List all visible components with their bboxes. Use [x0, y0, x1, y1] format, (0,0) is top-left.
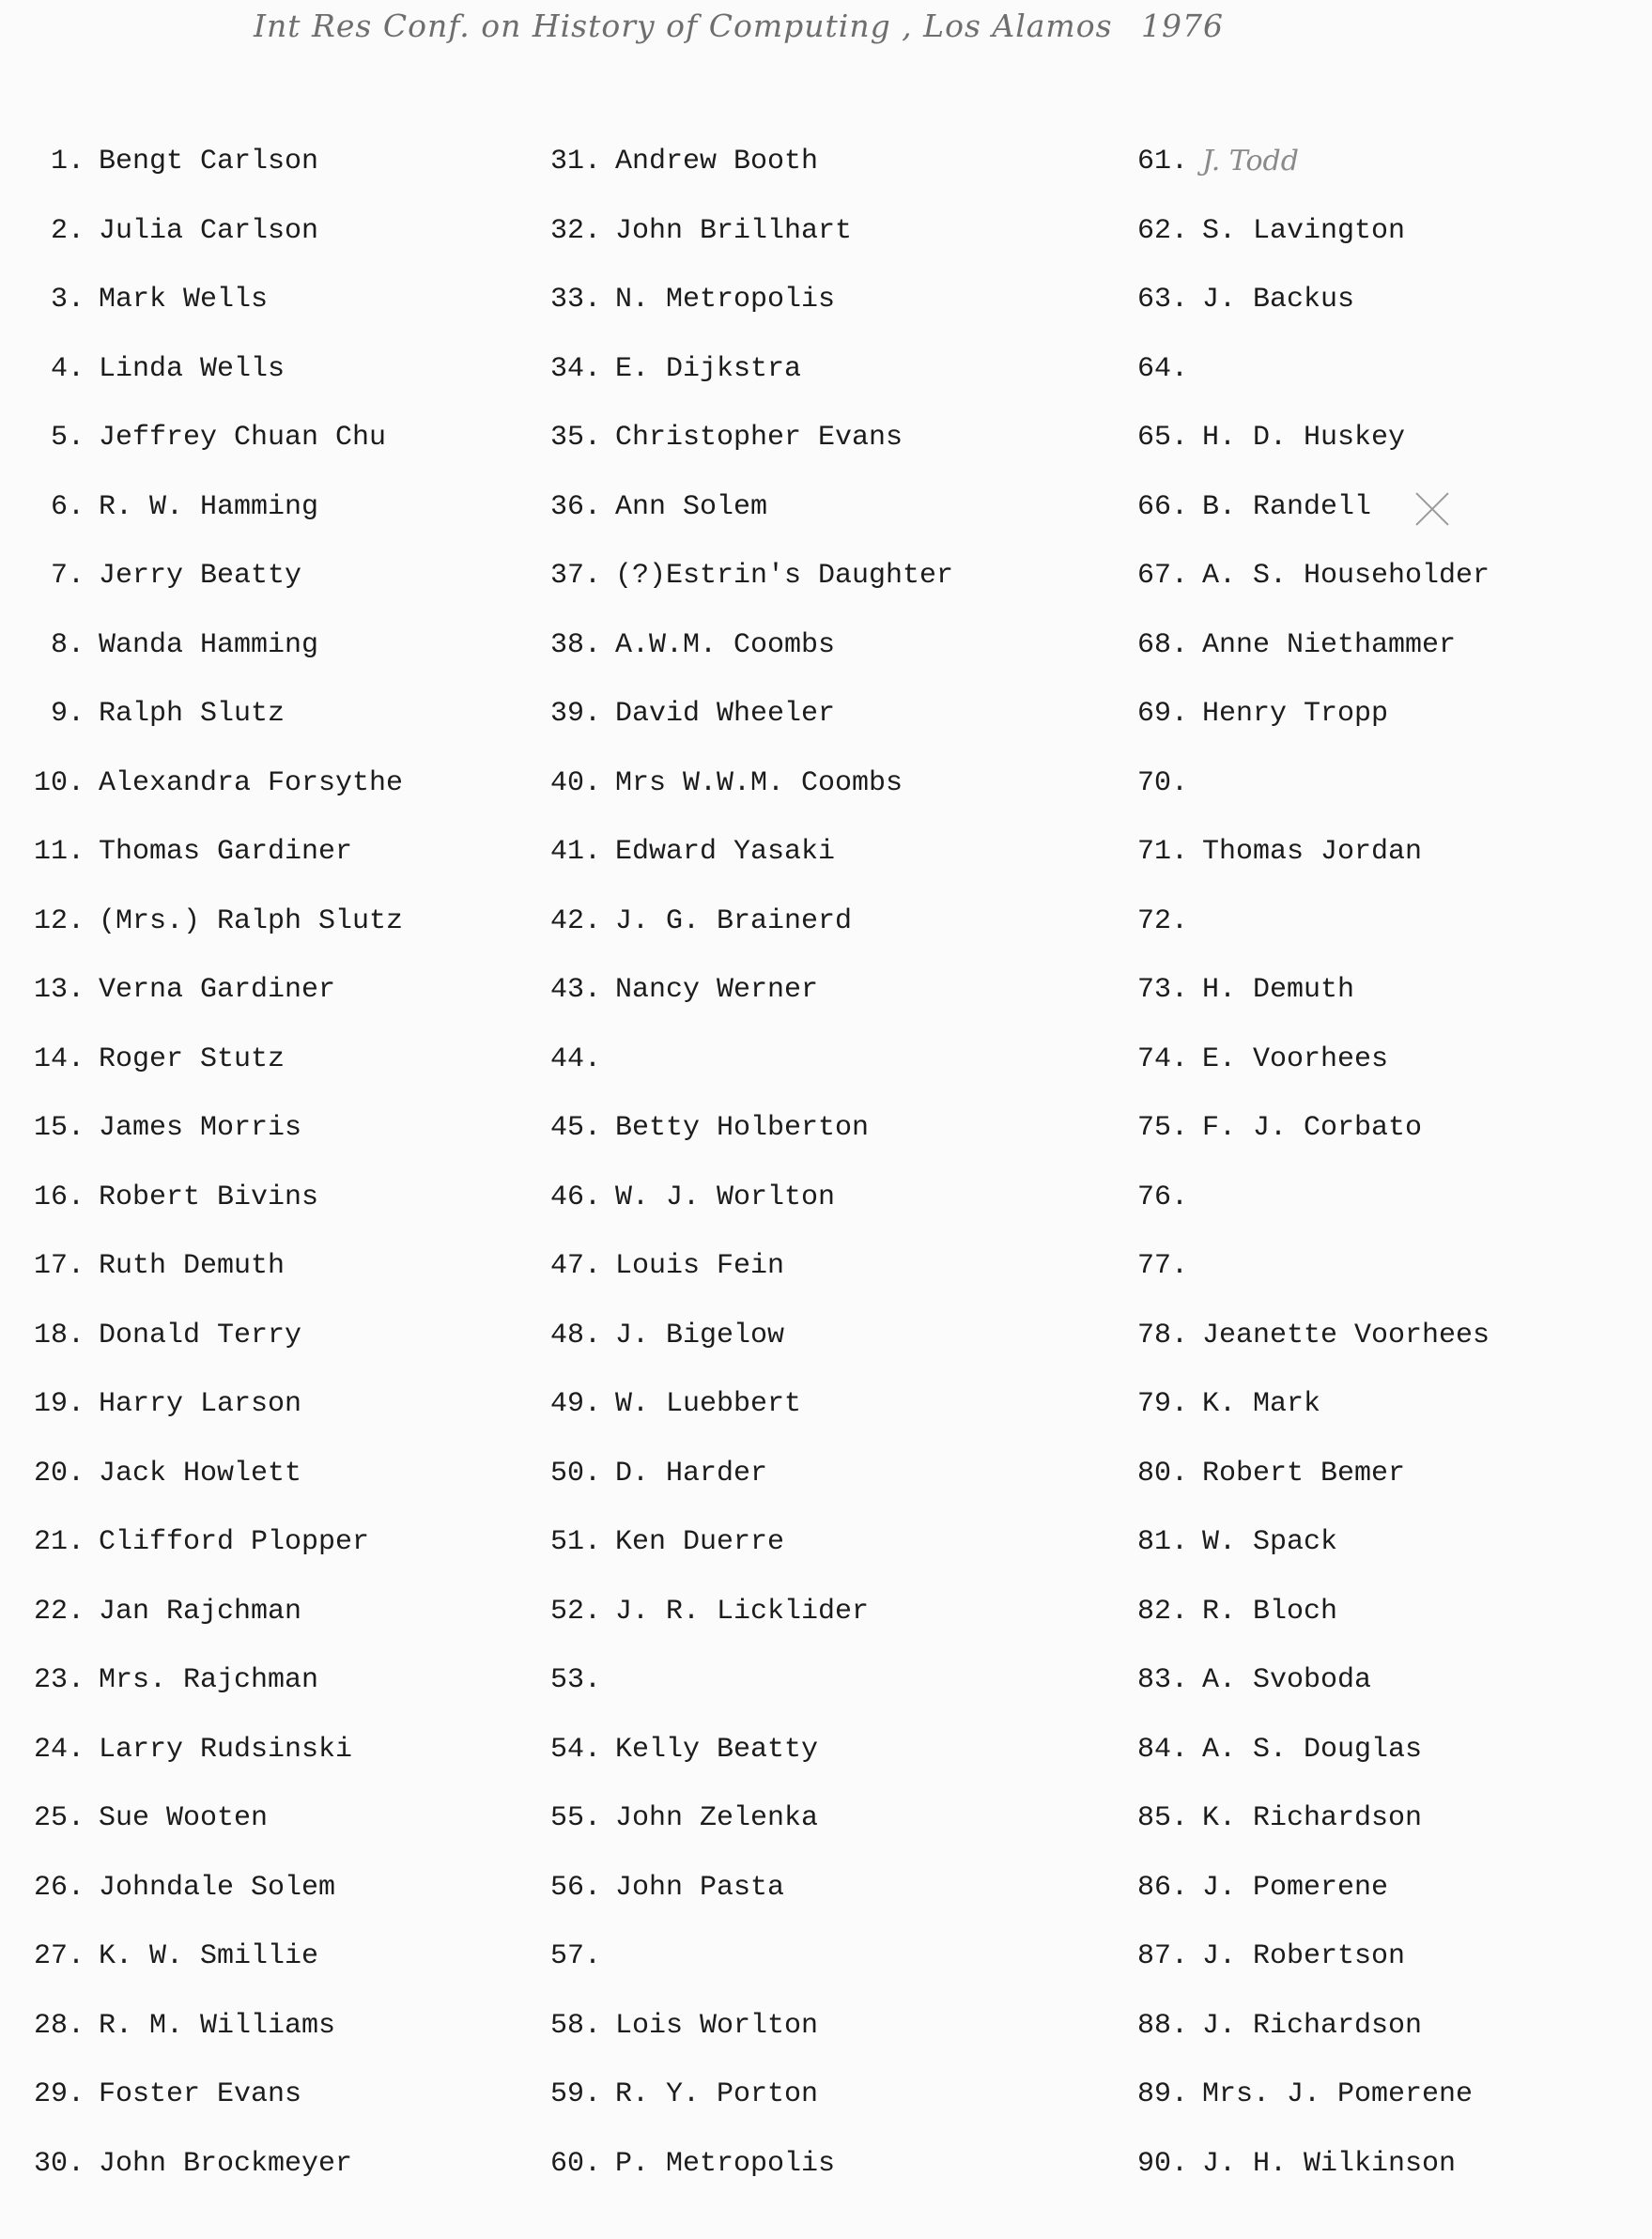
- entry-name: J. Bigelow: [615, 1319, 785, 1351]
- list-item: [526, 1455, 1089, 1524]
- entry-number: 84.: [1136, 1733, 1188, 1766]
- entry-number: 77.: [1136, 1250, 1188, 1282]
- list-item: [9, 833, 498, 903]
- entry-number: 53.: [549, 1664, 601, 1696]
- entry-number: 65.: [1136, 422, 1188, 454]
- entry-name: K. Richardson: [1202, 1802, 1423, 1834]
- entry-number: 73.: [1136, 974, 1188, 1006]
- entry-name: Louis Fein: [615, 1250, 785, 1282]
- list-item: [526, 2076, 1089, 2145]
- entry-number: 47.: [549, 1250, 601, 1282]
- entry-name: E. Voorhees: [1202, 1042, 1389, 1075]
- entry-number: 56.: [549, 1871, 601, 1904]
- entry-number: 15.: [33, 1112, 85, 1144]
- entry-name: Nancy Werner: [615, 974, 819, 1006]
- entry-name: J. Todd: [1202, 145, 1299, 178]
- entry-number: 4.: [50, 352, 85, 385]
- entry-name: John Pasta: [615, 1871, 785, 1904]
- list-item: [1113, 212, 1639, 282]
- entry-number: 81.: [1136, 1526, 1188, 1558]
- entry-name: Mrs. Rajchman: [99, 1664, 319, 1696]
- entry-name: Johndale Solem: [99, 1871, 336, 1904]
- entry-number: 83.: [1136, 1664, 1188, 1696]
- entry-name: Donald Terry: [99, 1319, 302, 1351]
- entry-name: John Zelenka: [615, 1802, 819, 1834]
- entry-name: Ruth Demuth: [99, 1250, 286, 1282]
- entry-name: John Brockmeyer: [99, 2147, 353, 2180]
- entry-name: Robert Bivins: [99, 1181, 319, 1213]
- list-item: [1113, 626, 1639, 696]
- entry-name: W. Luebbert: [615, 1388, 802, 1420]
- entry-number: 6.: [50, 490, 85, 523]
- entry-name: Alexandra Forsythe: [99, 766, 404, 799]
- entry-number: 80.: [1136, 1457, 1188, 1490]
- entry-number: 19.: [33, 1388, 85, 1420]
- entry-number: 50.: [549, 1457, 601, 1490]
- list-item: [526, 1661, 1089, 1731]
- entry-number: 78.: [1136, 1319, 1188, 1351]
- list-item: [526, 1799, 1089, 1869]
- entry-name: A. S. Householder: [1202, 560, 1490, 592]
- entry-number: 85.: [1136, 1802, 1188, 1834]
- list-item: [9, 1523, 498, 1593]
- list-item: [1113, 557, 1639, 626]
- entry-number: 82.: [1136, 1595, 1188, 1628]
- heading-text: Int Res Conf. on History of Computing , Los Alamos: [254, 8, 1113, 44]
- entry-name: F. J. Corbato: [1202, 1112, 1423, 1144]
- entry-number: 41.: [549, 836, 601, 868]
- list-item: [1113, 1938, 1639, 2007]
- entry-name: Linda Wells: [99, 352, 286, 385]
- entry-name: James Morris: [99, 1112, 302, 1144]
- list-item: [526, 1041, 1089, 1110]
- entry-name: J. Backus: [1202, 284, 1355, 316]
- list-item: [1113, 1661, 1639, 1731]
- entry-name: J. Robertson: [1202, 1940, 1406, 1972]
- list-item: [9, 695, 498, 764]
- entry-name: J. H. Wilkinson: [1202, 2147, 1457, 2180]
- entry-number: 1.: [50, 146, 85, 178]
- entry-number: 90.: [1136, 2147, 1188, 2180]
- entry-name: Jan Rajchman: [99, 1595, 302, 1628]
- list-item: [526, 695, 1089, 764]
- list-item: [1113, 419, 1639, 488]
- entry-name: John Brillhart: [615, 214, 853, 247]
- list-item: [9, 1593, 498, 1662]
- list-item: [9, 1938, 498, 2007]
- entry-number: 49.: [549, 1388, 601, 1420]
- entry-name: D. Harder: [615, 1457, 768, 1490]
- list-item: [526, 281, 1089, 350]
- entry-number: 35.: [549, 422, 601, 454]
- entry-number: 44.: [549, 1042, 601, 1075]
- list-item: [9, 1385, 498, 1455]
- entry-name: Ken Duerre: [615, 1526, 785, 1558]
- entry-name: Sue Wooten: [99, 1802, 269, 1834]
- list-item: [1113, 1869, 1639, 1938]
- entry-name: R. M. Williams: [99, 2009, 336, 2042]
- entry-name: Larry Rudsinski: [99, 1733, 353, 1766]
- entry-number: 51.: [549, 1526, 601, 1558]
- list-item: [9, 2076, 498, 2145]
- list-item: [9, 1109, 498, 1179]
- entry-number: 25.: [33, 1802, 85, 1834]
- entry-number: 29.: [33, 2078, 85, 2110]
- name-column-2: [526, 143, 1089, 2214]
- entry-number: 43.: [549, 974, 601, 1006]
- list-item: [526, 2007, 1089, 2077]
- list-item: [1113, 1523, 1639, 1593]
- entry-number: 76.: [1136, 1181, 1188, 1213]
- list-item: [9, 350, 498, 420]
- entry-number: 39.: [549, 698, 601, 730]
- entry-name: Mrs. J. Pomerene: [1202, 2078, 1474, 2110]
- entry-number: 40.: [549, 766, 601, 799]
- list-item: [526, 143, 1089, 212]
- entry-number: 52.: [549, 1595, 601, 1628]
- entry-name: N. Metropolis: [615, 284, 836, 316]
- list-item: [9, 626, 498, 696]
- entry-name: Julia Carlson: [99, 214, 319, 247]
- entry-number: 34.: [549, 352, 601, 385]
- list-item: [9, 1869, 498, 1938]
- entry-number: 27.: [33, 1940, 85, 1972]
- entry-name: H. Demuth: [1202, 974, 1355, 1006]
- list-item: [1113, 2076, 1639, 2145]
- entry-number: 60.: [549, 2147, 601, 2180]
- entry-number: 22.: [33, 1595, 85, 1628]
- entry-name: E. Dijkstra: [615, 352, 802, 385]
- list-item: [9, 1247, 498, 1317]
- list-item: [526, 971, 1089, 1041]
- entry-name: Jeanette Voorhees: [1202, 1319, 1490, 1351]
- entry-name: Mark Wells: [99, 284, 269, 316]
- entry-number: 26.: [33, 1871, 85, 1904]
- entry-name: Foster Evans: [99, 2078, 302, 2110]
- entry-number: 67.: [1136, 560, 1188, 592]
- entry-number: 79.: [1136, 1388, 1188, 1420]
- list-item: [1113, 833, 1639, 903]
- list-item: [9, 2145, 498, 2215]
- list-item: [526, 1317, 1089, 1386]
- entry-number: 62.: [1136, 214, 1188, 247]
- entry-number: 70.: [1136, 766, 1188, 799]
- entry-number: 28.: [33, 2009, 85, 2042]
- entry-number: 14.: [33, 1042, 85, 1075]
- entry-name: R. Y. Porton: [615, 2078, 819, 2110]
- entry-name: Harry Larson: [99, 1388, 302, 1420]
- entry-name: Jack Howlett: [99, 1457, 302, 1490]
- entry-name: J. G. Brainerd: [615, 904, 853, 937]
- entry-number: 3.: [50, 284, 85, 316]
- list-item: [9, 143, 498, 212]
- list-item: [1113, 695, 1639, 764]
- entry-number: 75.: [1136, 1112, 1188, 1144]
- list-item: [526, 212, 1089, 282]
- entry-number: 58.: [549, 2009, 601, 2042]
- entry-number: 63.: [1136, 284, 1188, 316]
- name-column-1: [9, 143, 498, 2214]
- entry-number: 59.: [549, 2078, 601, 2110]
- entry-number: 31.: [549, 146, 601, 178]
- list-item: [9, 281, 498, 350]
- entry-number: 72.: [1136, 904, 1188, 937]
- list-item: [9, 1731, 498, 1800]
- entry-number: 33.: [549, 284, 601, 316]
- entry-number: 38.: [549, 628, 601, 661]
- list-item: [526, 764, 1089, 834]
- entry-name: K. W. Smillie: [99, 1940, 319, 1972]
- entry-name: J. R. Licklider: [615, 1595, 870, 1628]
- entry-number: 37.: [549, 560, 601, 592]
- list-item: [1113, 1731, 1639, 1800]
- list-item: [1113, 281, 1639, 350]
- entry-name: Kelly Beatty: [615, 1733, 819, 1766]
- entry-number: 61.: [1136, 146, 1188, 178]
- list-item: [1113, 1455, 1639, 1524]
- entry-number: 71.: [1136, 836, 1188, 868]
- entry-name: Ann Solem: [615, 490, 768, 523]
- entry-name: R. Bloch: [1202, 1595, 1338, 1628]
- entry-name: (?)Estrin's Daughter: [615, 560, 954, 592]
- list-item: [1113, 350, 1639, 420]
- entry-name: S. Lavington: [1202, 214, 1406, 247]
- entry-name: J. Pomerene: [1202, 1871, 1389, 1904]
- entry-name: Mrs W.W.M. Coombs: [615, 766, 903, 799]
- list-item: [1113, 1041, 1639, 1110]
- list-item: [526, 1731, 1089, 1800]
- list-item: [1113, 764, 1639, 834]
- entry-number: 45.: [549, 1112, 601, 1144]
- entry-name: Andrew Booth: [615, 146, 819, 178]
- handwritten-heading: [254, 0, 1240, 66]
- entry-number: 30.: [33, 2147, 85, 2180]
- entry-number: 16.: [33, 1181, 85, 1213]
- entry-number: 2.: [50, 214, 85, 247]
- entry-number: 13.: [33, 974, 85, 1006]
- list-item: [1113, 1109, 1639, 1179]
- list-item: [526, 1247, 1089, 1317]
- entry-number: 36.: [549, 490, 601, 523]
- list-item: [526, 557, 1089, 626]
- entry-name: Jerry Beatty: [99, 560, 302, 592]
- entry-number: 12.: [33, 904, 85, 937]
- entry-number: 18.: [33, 1319, 85, 1351]
- list-item: [9, 1041, 498, 1110]
- list-item: [526, 1938, 1089, 2007]
- list-item: [526, 1593, 1089, 1662]
- list-item: [526, 1869, 1089, 1938]
- list-item: [9, 1179, 498, 1248]
- list-item: [9, 488, 498, 558]
- entry-number: 48.: [549, 1319, 601, 1351]
- entry-number: 88.: [1136, 2009, 1188, 2042]
- entry-number: 21.: [33, 1526, 85, 1558]
- list-item: [526, 350, 1089, 420]
- entry-name: Thomas Jordan: [1202, 836, 1423, 868]
- entry-number: 9.: [50, 698, 85, 730]
- list-item: [1113, 2145, 1639, 2215]
- entry-name: (Mrs.) Ralph Slutz: [99, 904, 404, 937]
- list-item: [9, 557, 498, 626]
- entry-number: 74.: [1136, 1042, 1188, 1075]
- list-item: [526, 1179, 1089, 1248]
- entry-number: 23.: [33, 1664, 85, 1696]
- entry-number: 5.: [50, 422, 85, 454]
- list-item: [9, 212, 498, 282]
- list-item: [1113, 488, 1639, 558]
- entry-name: K. Mark: [1202, 1388, 1321, 1420]
- entry-number: 11.: [33, 836, 85, 868]
- entry-name: Wanda Hamming: [99, 628, 319, 661]
- entry-name: Lois Worlton: [615, 2009, 819, 2042]
- entry-name: Christopher Evans: [615, 422, 903, 454]
- list-item: [9, 1455, 498, 1524]
- entry-name: J. Richardson: [1202, 2009, 1423, 2042]
- entry-name: Clifford Plopper: [99, 1526, 370, 1558]
- entry-number: 89.: [1136, 2078, 1188, 2110]
- list-item: [1113, 1247, 1639, 1317]
- heading-year: 1976: [1141, 8, 1224, 44]
- list-item: [1113, 1799, 1639, 1869]
- list-item: [526, 1109, 1089, 1179]
- entry-number: 32.: [549, 214, 601, 247]
- entry-number: 66.: [1136, 490, 1188, 523]
- list-item: [9, 971, 498, 1041]
- entry-name: P. Metropolis: [615, 2147, 836, 2180]
- list-item: [526, 833, 1089, 903]
- entry-name: R. W. Hamming: [99, 490, 319, 523]
- entry-name: Edward Yasaki: [615, 836, 836, 868]
- list-item: [526, 2145, 1089, 2215]
- name-column-3: [1113, 143, 1639, 2214]
- entry-number: 64.: [1136, 352, 1188, 385]
- list-item: [9, 1661, 498, 1731]
- entry-number: 87.: [1136, 1940, 1188, 1972]
- entry-name: Betty Holberton: [615, 1112, 870, 1144]
- entry-name: Ralph Slutz: [99, 698, 286, 730]
- list-item: [9, 764, 498, 834]
- list-item: [9, 1317, 498, 1386]
- list-item: [526, 488, 1089, 558]
- list-item: [1113, 1385, 1639, 1455]
- entry-name: David Wheeler: [615, 698, 836, 730]
- list-item: [1113, 1179, 1639, 1248]
- entry-name: W. J. Worlton: [615, 1181, 836, 1213]
- list-item: [1113, 1593, 1639, 1662]
- entry-name: Verna Gardiner: [99, 974, 336, 1006]
- list-item: [526, 419, 1089, 488]
- entry-number: 17.: [33, 1250, 85, 1282]
- entry-name: Jeffrey Chuan Chu: [99, 422, 387, 454]
- entry-number: 24.: [33, 1733, 85, 1766]
- list-item: [9, 903, 498, 972]
- entry-name: Bengt Carlson: [99, 146, 319, 178]
- list-item: [526, 903, 1089, 972]
- entry-number: 57.: [549, 1940, 601, 1972]
- entry-number: 69.: [1136, 698, 1188, 730]
- entry-number: 54.: [549, 1733, 601, 1766]
- entry-name: A.W.M. Coombs: [615, 628, 836, 661]
- list-item: [526, 1385, 1089, 1455]
- entry-name: A. Svoboda: [1202, 1664, 1372, 1696]
- entry-name: Thomas Gardiner: [99, 836, 353, 868]
- list-item: [1113, 971, 1639, 1041]
- list-item: [9, 2007, 498, 2077]
- entry-name: H. D. Huskey: [1202, 422, 1406, 454]
- entry-name: W. Spack: [1202, 1526, 1338, 1558]
- cross-mark-icon: [1413, 490, 1451, 528]
- entry-name: Robert Bemer: [1202, 1457, 1406, 1490]
- entry-number: 8.: [50, 628, 85, 661]
- entry-number: 20.: [33, 1457, 85, 1490]
- list-item: [526, 626, 1089, 696]
- list-item: [9, 1799, 498, 1869]
- list-item: [1113, 903, 1639, 972]
- list-item: [1113, 143, 1639, 212]
- entry-name: Anne Niethammer: [1202, 628, 1457, 661]
- entry-number: 68.: [1136, 628, 1188, 661]
- entry-number: 86.: [1136, 1871, 1188, 1904]
- entry-name: Henry Tropp: [1202, 698, 1389, 730]
- entry-name: B. Randell: [1202, 490, 1372, 523]
- entry-number: 42.: [549, 904, 601, 937]
- entry-number: 7.: [50, 560, 85, 592]
- entry-number: 55.: [549, 1802, 601, 1834]
- entry-name: A. S. Douglas: [1202, 1733, 1423, 1766]
- entry-number: 46.: [549, 1181, 601, 1213]
- list-item: [526, 1523, 1089, 1593]
- entry-name: Roger Stutz: [99, 1042, 286, 1075]
- list-item: [9, 419, 498, 488]
- list-item: [1113, 1317, 1639, 1386]
- entry-number: 10.: [33, 766, 85, 799]
- list-item: [1113, 2007, 1639, 2077]
